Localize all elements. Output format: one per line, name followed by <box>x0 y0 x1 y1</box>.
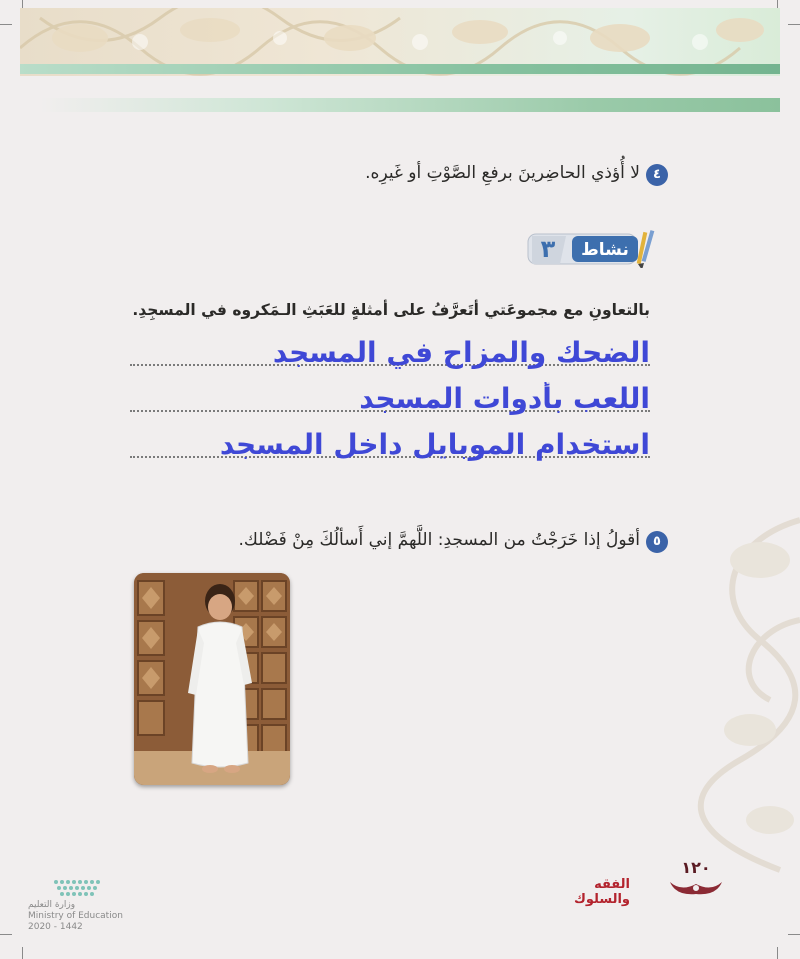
bullet-text: أقولُ إذا خَرَجْتُ من المسجدِ: اللَّهمَّ إني أَسألُكَ مِنْ فَضْلك. <box>238 530 640 550</box>
handwritten-answer: الضحك والمزاح في المسجد <box>272 336 650 369</box>
logo-line-arabic: وزارة التعليم <box>28 900 76 910</box>
boy-at-mosque-door-photo <box>134 573 290 785</box>
crop-mark <box>788 24 800 25</box>
logo-line-year: 2020 - 1442 <box>28 922 83 932</box>
crop-mark <box>777 947 778 959</box>
handwritten-answer: استخدام الموبايل داخل المسجد <box>219 428 650 461</box>
answer-line-3 <box>130 428 650 462</box>
side-ornament <box>610 500 800 880</box>
footer-book-title: الفقه والسلوك <box>573 877 630 907</box>
bullet-item-5 <box>220 530 661 550</box>
crop-mark <box>22 947 23 959</box>
activity-instruction: بالتعاونِ مع مجموعَتي أتَعرَّفُ على أمثلةٍ للعَبَثِ الـمَكروه في المسجِدِ. <box>132 301 650 319</box>
bullet-text: لا أُؤذي الحاضِرينَ برفعِ الصَّوْتِ أو غَيرِه. <box>365 163 640 183</box>
bullet-number-badge: ٤ <box>646 164 668 186</box>
crop-mark <box>0 934 12 935</box>
activity-badge <box>526 226 656 268</box>
bullet-number-badge: ٥ <box>646 531 668 553</box>
answer-line-1 <box>130 336 650 370</box>
pencils-icon <box>637 230 655 268</box>
page-number: ١٢٠ <box>681 858 711 877</box>
activity-label: نشاط <box>581 240 629 260</box>
header-green-strip <box>20 64 780 74</box>
page-number-ornament <box>666 870 726 900</box>
crop-mark <box>0 24 12 25</box>
header-green-strip-secondary <box>40 98 780 112</box>
ministry-logo-text <box>28 900 123 933</box>
crop-mark <box>788 934 800 935</box>
answer-line-2 <box>130 382 650 416</box>
bullet-item-4 <box>180 163 661 183</box>
logo-line-english: Ministry of Education <box>28 911 123 921</box>
activity-number: ٣ <box>540 235 556 263</box>
handwritten-answer: اللعب بأدوات المسجد <box>359 382 650 415</box>
